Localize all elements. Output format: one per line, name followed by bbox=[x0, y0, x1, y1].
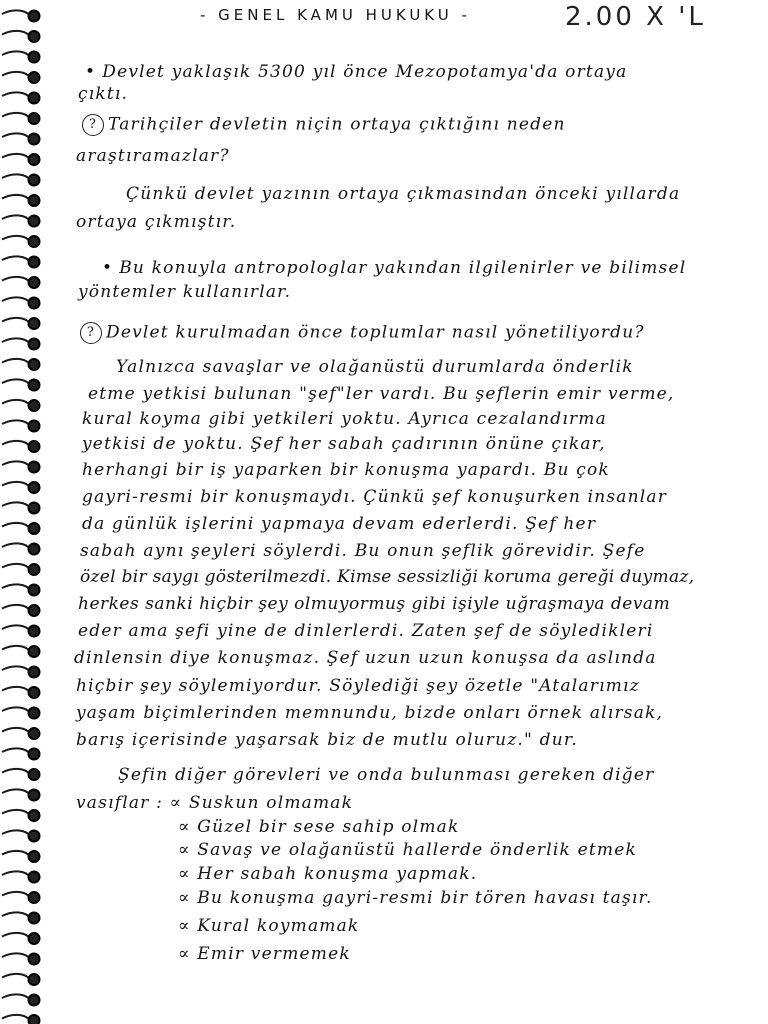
spiral-ring bbox=[2, 810, 30, 816]
text-line: kural koyma gibi yetkileri yoktu. Ayrıca cezalandırma bbox=[82, 409, 607, 429]
spiral-hole bbox=[29, 503, 40, 514]
text-line: araştıramazlar? bbox=[76, 146, 230, 166]
spiral-hole bbox=[29, 216, 40, 227]
spiral-ring bbox=[2, 297, 30, 303]
text-line: herkes sanki hiçbir şey olmuyormuş gibi işiyle uğraşmaya devam bbox=[78, 594, 671, 614]
question-marker: ? bbox=[82, 114, 104, 136]
spiral-ring bbox=[2, 31, 30, 37]
spiral-hole bbox=[29, 134, 40, 145]
spiral-ring bbox=[2, 10, 30, 16]
spiral-hole bbox=[29, 441, 40, 452]
spiral-hole bbox=[29, 933, 40, 944]
spiral-ring bbox=[2, 605, 30, 611]
spiral-ring bbox=[2, 646, 30, 652]
spiral-hole bbox=[29, 462, 40, 473]
text-line: yöntemler kullanırlar. bbox=[78, 282, 292, 302]
spiral-ring bbox=[2, 482, 30, 488]
spiral-hole bbox=[29, 195, 40, 206]
spiral-hole bbox=[29, 318, 40, 329]
text-line: dinlensin diye konuşmaz. Şef uzun uzun konuşsa da aslında bbox=[74, 648, 657, 668]
text-line: • Bu konuyla antropologlar yakından ilgilenirler ve bilimsel bbox=[102, 258, 687, 278]
spiral-ring bbox=[2, 666, 30, 672]
spiral-hole bbox=[29, 872, 40, 883]
spiral-hole bbox=[29, 52, 40, 63]
spiral-hole bbox=[29, 913, 40, 924]
spiral-hole bbox=[29, 769, 40, 780]
spiral-hole bbox=[29, 954, 40, 965]
spiral-ring bbox=[2, 523, 30, 529]
spiral-ring bbox=[2, 625, 30, 631]
text-line: eder ama şefi yine de dinlerlerdi. Zaten şef de söyledikleri bbox=[78, 621, 654, 641]
text-line: gayri-resmi bir konuşmaydı. Çünkü şef konuşurken insanlar bbox=[82, 487, 668, 507]
spiral-hole bbox=[29, 31, 40, 42]
spiral-hole bbox=[29, 339, 40, 350]
text-line: vasıflar : ∝ Suskun olmamak bbox=[76, 793, 354, 813]
spiral-ring bbox=[2, 256, 30, 262]
spiral-hole bbox=[29, 236, 40, 247]
spiral-ring bbox=[2, 953, 30, 959]
list-item: ∝ Güzel bir sese sahip olmak bbox=[178, 817, 460, 837]
spiral-ring bbox=[2, 174, 30, 180]
list-item: ∝ Her sabah konuşma yapmak. bbox=[178, 864, 478, 884]
spiral-hole bbox=[29, 277, 40, 288]
spiral-hole bbox=[29, 298, 40, 309]
spiral-ring bbox=[2, 154, 30, 160]
spiral-hole bbox=[29, 605, 40, 616]
spiral-ring bbox=[2, 789, 30, 795]
spiral-ring bbox=[2, 707, 30, 713]
spiral-ring bbox=[2, 441, 30, 447]
text-line: hiçbir şey söylemiyordur. Söylediği şey özetle "Atalarımız bbox=[76, 676, 640, 696]
spiral-hole bbox=[29, 564, 40, 575]
spiral-ring bbox=[2, 72, 30, 78]
spiral-ring bbox=[2, 195, 30, 201]
spiral-hole bbox=[29, 585, 40, 596]
spiral-hole bbox=[29, 646, 40, 657]
spiral-ring bbox=[2, 461, 30, 467]
page-title: - GENEL KAMU HUKUKU - bbox=[200, 6, 471, 24]
spiral-hole bbox=[29, 113, 40, 124]
spiral-ring bbox=[2, 912, 30, 918]
spiral-hole bbox=[29, 831, 40, 842]
spiral-hole bbox=[29, 154, 40, 165]
spiral-hole bbox=[29, 257, 40, 268]
spiral-ring bbox=[2, 851, 30, 857]
spiral-ring bbox=[2, 564, 30, 570]
spiral-ring bbox=[2, 871, 30, 877]
spiral-hole bbox=[29, 1015, 40, 1024]
spiral-hole bbox=[29, 974, 40, 985]
list-item: ∝ Emir vermemek bbox=[178, 944, 351, 964]
spiral-hole bbox=[29, 11, 40, 22]
spiral-hole bbox=[29, 523, 40, 534]
list-item: ∝ Savaş ve olağanüstü hallerde önderlik etmek bbox=[178, 840, 637, 860]
spiral-hole bbox=[29, 626, 40, 637]
text-line: ortaya çıkmıştır. bbox=[76, 212, 237, 232]
spiral-ring bbox=[2, 51, 30, 57]
spiral-hole bbox=[29, 175, 40, 186]
spiral-hole bbox=[29, 995, 40, 1006]
spiral-ring bbox=[2, 400, 30, 406]
spiral-ring bbox=[2, 584, 30, 590]
spiral-hole bbox=[29, 851, 40, 862]
spiral-ring bbox=[2, 338, 30, 344]
text-line: herhangi bir iş yaparken bir konuşma yapardı. Bu çok bbox=[82, 460, 610, 480]
spiral-ring bbox=[2, 728, 30, 734]
text-line: özel bir saygı gösterilmezdi. Kimse sessizliği koruma gereği duymaz, bbox=[80, 567, 695, 587]
spiral-hole bbox=[29, 728, 40, 739]
text-line: Yalnızca savaşlar ve olağanüstü durumlarda önderlik bbox=[116, 357, 634, 377]
text-line: da günlük işlerini yapmaya devam ederlerdi. Şef her bbox=[82, 514, 597, 534]
spiral-hole bbox=[29, 400, 40, 411]
page-year-note: 2.00 X 'L bbox=[565, 2, 706, 32]
spiral-hole bbox=[29, 93, 40, 104]
spiral-ring bbox=[2, 420, 30, 426]
notebook-page bbox=[60, 0, 760, 1024]
spiral-hole bbox=[29, 421, 40, 432]
spiral-ring bbox=[2, 502, 30, 508]
spiral-binding bbox=[0, 0, 52, 1024]
spiral-ring bbox=[2, 236, 30, 242]
spiral-hole bbox=[29, 667, 40, 678]
text-line: yaşam biçimlerinden memnundu, bizde onları örnek alırsak, bbox=[76, 703, 664, 723]
list-item: ∝ Bu konuşma gayri-resmi bir tören havası taşır. bbox=[178, 888, 653, 908]
spiral-ring bbox=[2, 1015, 30, 1021]
spiral-hole bbox=[29, 708, 40, 719]
spiral-hole bbox=[29, 810, 40, 821]
spiral-ring bbox=[2, 687, 30, 693]
spiral-ring bbox=[2, 379, 30, 385]
spiral-ring bbox=[2, 133, 30, 139]
text-line: sabah aynı şeyleri söylerdi. Bu onun şeflik görevidir. Şefe bbox=[80, 541, 646, 561]
spiral-ring bbox=[2, 543, 30, 549]
text-line: Şefin diğer görevleri ve onda bulunması gereken diğer bbox=[118, 765, 655, 785]
spiral-ring bbox=[2, 994, 30, 1000]
spiral-ring bbox=[2, 318, 30, 324]
spiral-ring bbox=[2, 215, 30, 221]
spiral-hole bbox=[29, 892, 40, 903]
spiral-hole bbox=[29, 544, 40, 555]
question-line: ? Tarihçiler devletin niçin ortaya çıktığını neden bbox=[82, 114, 566, 136]
text-line: Çünkü devlet yazının ortaya çıkmasından önceki yıllarda bbox=[126, 184, 681, 204]
spiral-ring bbox=[2, 748, 30, 754]
spiral-hole bbox=[29, 687, 40, 698]
text-line: yetkisi de yoktu. Şef her sabah çadırının önüne çıkar, bbox=[82, 434, 606, 454]
text-line: • Devlet yaklaşık 5300 yıl önce Mezopotamya'da ortaya bbox=[85, 62, 628, 82]
spiral-hole bbox=[29, 482, 40, 493]
spiral-ring bbox=[2, 769, 30, 775]
spiral-hole bbox=[29, 380, 40, 391]
spiral-ring bbox=[2, 113, 30, 119]
text-line: çıktı. bbox=[78, 84, 129, 104]
text-line: etme yetkisi bulunan "şef"ler vardı. Bu şeflerin emir verme, bbox=[88, 384, 675, 404]
spiral-ring bbox=[2, 359, 30, 365]
spiral-ring bbox=[2, 892, 30, 898]
spiral-hole bbox=[29, 72, 40, 83]
list-item: ∝ Kural koymamak bbox=[178, 916, 360, 936]
spiral-ring bbox=[2, 830, 30, 836]
spiral-ring bbox=[2, 933, 30, 939]
spiral-ring bbox=[2, 92, 30, 98]
spiral-hole bbox=[29, 749, 40, 760]
question-marker: ? bbox=[80, 322, 102, 344]
question-line: ? Devlet kurulmadan önce toplumlar nasıl yönetiliyordu? bbox=[80, 322, 645, 344]
spiral-hole bbox=[29, 359, 40, 370]
spiral-hole bbox=[29, 790, 40, 801]
spiral-ring bbox=[2, 974, 30, 980]
text-line: barış içerisinde yaşarsak biz de mutlu oluruz." dur. bbox=[76, 730, 578, 750]
spiral-ring bbox=[2, 277, 30, 283]
